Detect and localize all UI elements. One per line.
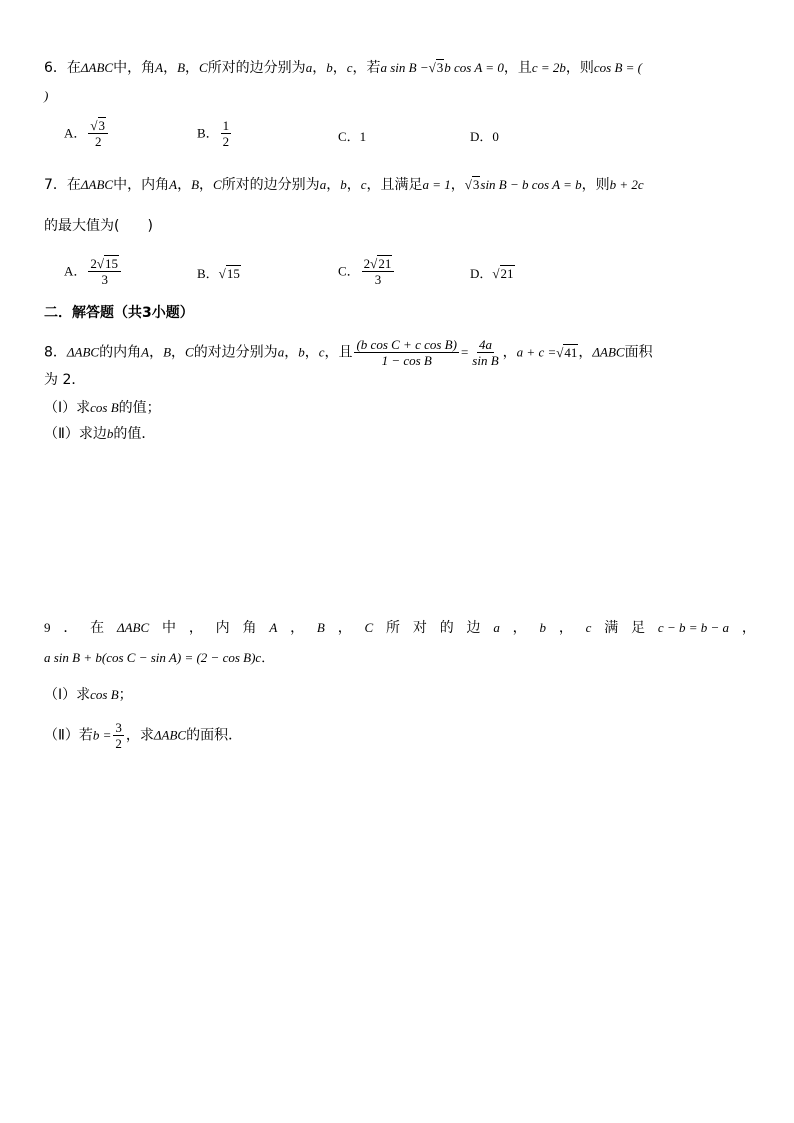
fraction: $\frac{\text{(b cos C + c cos B)}}{\text{1 − cos B}}$ xyxy=(356,337,457,368)
fraction: $\frac{2√21}{3}$ xyxy=(362,256,395,287)
q6-option-a: A． $\frac{√3}{2}$ xyxy=(64,118,110,149)
question-6-line-1: 6．在ΔABC中，角A，B，C所对的边分别为a，b，c，若a sin B −√3b cos A = 0，且c = 2b，则cos B = ( xyxy=(44,60,642,76)
fraction: $\frac{4a}{\text{sin B}}$ xyxy=(472,337,499,368)
question-number: 8． xyxy=(44,344,67,361)
question-8-line-1: 8．ΔABC的内角A，B，C的对边分别为a，b，c，且 $\frac{\text{(b cos C + c cos B)}}{\text{1 − cos B}}$ = $\frac{4a}{\text{sin B}}$ ，a + c =√41，ΔABC面积 xyxy=(44,337,653,368)
question-8-part-1: （Ⅰ）求cos B的值； xyxy=(44,400,161,416)
q6-option-c: C．1 xyxy=(338,129,367,144)
question-9-part-1: （Ⅰ）求cos B； xyxy=(44,687,133,703)
fraction: $\frac{2√15}{3}$ xyxy=(88,256,121,287)
q7-option-d: D．√21 xyxy=(470,266,514,281)
question-9-part-2: （Ⅱ）若b = $\frac{3}{2}$ ，求ΔABC的面积． xyxy=(44,720,243,751)
section-title: 二．解答题（共3小题） xyxy=(44,305,194,321)
sqrt-expression: √3 xyxy=(428,60,444,75)
question-7-line-2: 的最大值为( ) xyxy=(44,218,153,234)
question-number: 6． xyxy=(44,60,67,76)
question-number: 7． xyxy=(44,177,67,193)
question-9-line-1: 9 ． 在 ΔABC 中 ， 内 角 A ， B ， C 所 对 的 边 a ， b ， c 满 足 c − b = b − a ， xyxy=(44,620,756,636)
question-number: 9 xyxy=(44,620,51,635)
q6-option-d: D．0 xyxy=(470,129,499,144)
sqrt-expression: √3 xyxy=(464,177,480,192)
fraction: $\frac{3}{2}$ xyxy=(115,720,122,751)
q7-option-b: B．√15 xyxy=(197,266,240,281)
question-7-line-1: 7．在ΔABC中，内角A，B，C所对的边分别为a，b，c，且满足a = 1，√3sin B − b cos A = b，则b + 2c xyxy=(44,177,644,193)
question-8-part-2: （Ⅱ）求边b的值． xyxy=(44,426,156,442)
question-9-line-2: a sin B + b(cos C − sin A) = (2 − cos B)c． xyxy=(44,650,275,665)
q7-option-a: A． $\frac{2√15}{3}$ xyxy=(64,256,123,287)
fraction: $\frac{1}{2}$ xyxy=(222,118,230,149)
question-8-line-2: 为 2． xyxy=(44,372,86,388)
fraction: $\frac{√3}{2}$ xyxy=(88,118,108,149)
q6-option-b: B． $\frac{1}{2}$ xyxy=(197,118,230,149)
q7-option-c: C． $\frac{2√21}{3}$ xyxy=(338,256,396,287)
question-6-line-2: ) xyxy=(44,88,49,103)
